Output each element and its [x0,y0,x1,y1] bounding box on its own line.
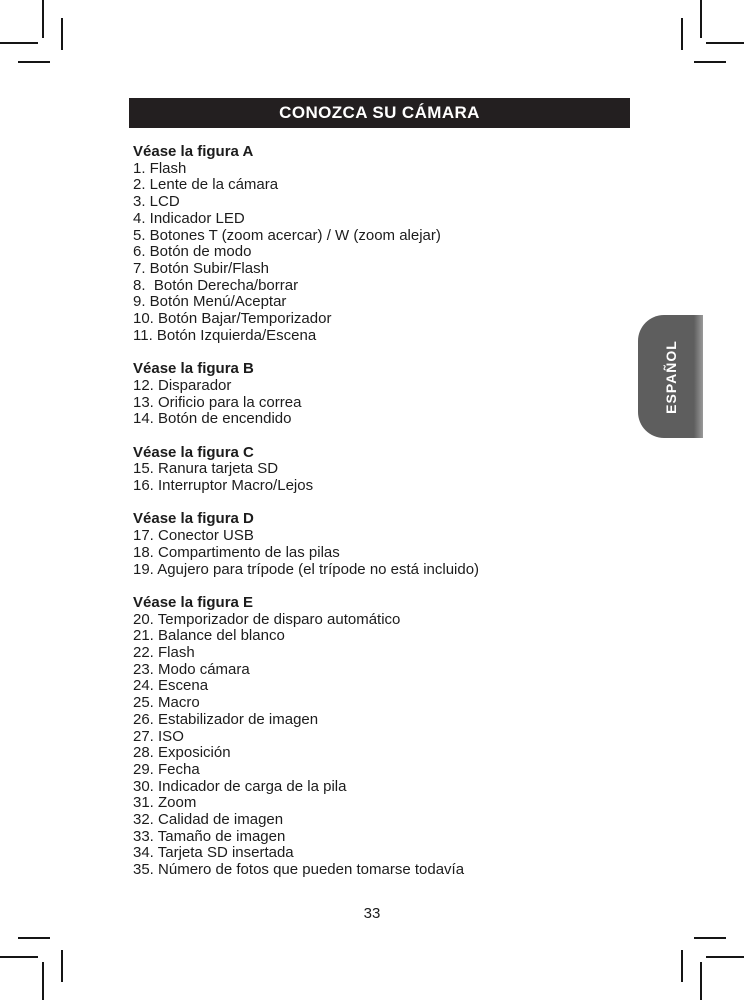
list-item: 2. Lente de la cámara [133,176,279,194]
list-item: 25. Macro [133,694,200,712]
section-heading: Véase la figura D [133,510,254,528]
crop-mark [0,956,38,958]
crop-mark [42,962,44,1000]
list-item: 16. Interruptor Macro/Lejos [133,477,314,495]
figure-section [133,445,638,495]
crop-mark [681,950,683,982]
list-item: 18. Compartimento de las pilas [133,543,340,561]
list-item: 32. Calidad de imagen [133,811,284,829]
list-item: 21. Balance del blanco [133,627,285,645]
crop-mark [694,937,726,939]
list-item: 14. Botón de encendido [133,410,292,428]
figure-key-content [133,144,638,896]
list-item: 13. Orificio para la correa [133,393,302,411]
list-item: 29. Fecha [133,760,200,778]
figure-section [133,595,638,879]
list-item: 6. Botón de modo [133,243,252,261]
list-item: 20. Temporizador de disparo automático [133,610,401,628]
list-item: 19. Agujero para trípode (el trípode no está incluido) [133,560,480,578]
list-item: 10. Botón Bajar/Temporizador [133,310,332,328]
list-item: 24. Escena [133,677,209,695]
page-number: 33 [363,905,381,922]
list-item: 4. Indicador LED [133,209,245,227]
figure-section [133,511,638,578]
list-item: 11. Botón Izquierda/Escena [133,326,317,344]
list-item: 1. Flash [133,159,187,177]
language-tab [638,315,703,438]
list-item: 8. Botón Derecha/borrar [133,276,299,294]
crop-mark [18,61,50,63]
list-item: 22. Flash [133,644,195,662]
section-heading: Véase la figura C [133,443,254,461]
section-header-bar [129,98,630,128]
figure-section [133,361,638,428]
list-item: 30. Indicador de carga de la pila [133,777,347,795]
list-item: 27. ISO [133,727,184,745]
crop-mark [706,956,744,958]
crop-mark [706,42,744,44]
list-item: 31. Zoom [133,794,197,812]
crop-mark [700,0,702,38]
list-item: 28. Exposición [133,744,231,762]
list-item: 12. Disparador [133,376,232,394]
page-title: CONOZCA SU CÁMARA [279,103,480,122]
figure-section [133,144,638,344]
list-item: 33. Tamaño de imagen [133,827,286,845]
crop-mark [0,42,38,44]
list-item: 3. LCD [133,193,180,211]
list-item: 15. Ranura tarjeta SD [133,460,279,478]
list-item: 17. Conector USB [133,527,254,545]
section-heading: Véase la figura E [133,593,254,611]
language-tab-label: ESPAÑOL [662,339,679,414]
crop-mark [61,18,63,50]
crop-mark [700,962,702,1000]
section-heading: Véase la figura A [133,143,254,160]
list-item: 9. Botón Menú/Aceptar [133,293,287,311]
crop-mark [18,937,50,939]
section-heading: Véase la figura B [133,360,254,378]
list-item: 23. Modo cámara [133,660,250,678]
crop-mark [61,950,63,982]
list-item: 35. Número de fotos que pueden tomarse todavía [133,861,465,879]
list-item: 26. Estabilizador de imagen [133,710,319,728]
list-item: 5. Botones T (zoom acercar) / W (zoom alejar) [133,226,441,244]
crop-mark [681,18,683,50]
crop-mark [42,0,44,38]
crop-mark [694,61,726,63]
list-item: 34. Tarjeta SD insertada [133,844,294,862]
list-item: 7. Botón Subir/Flash [133,259,269,277]
